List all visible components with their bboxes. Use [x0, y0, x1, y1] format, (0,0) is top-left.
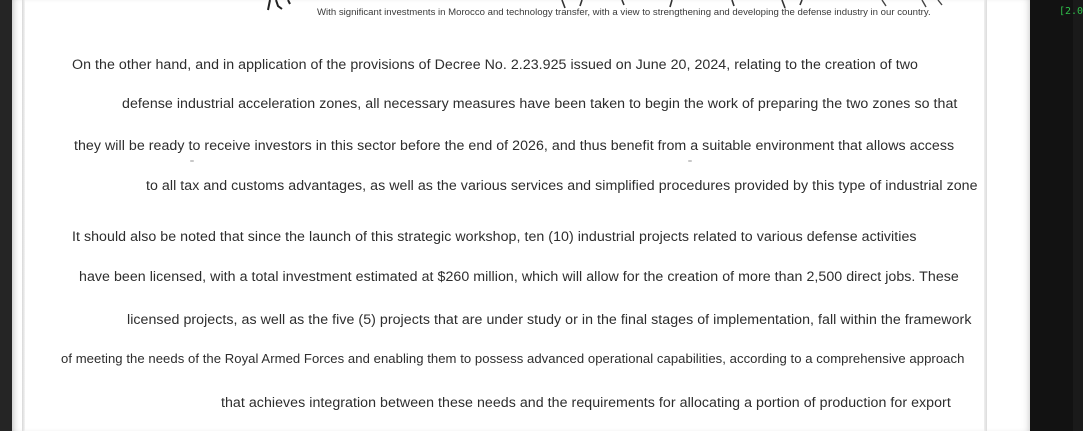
paragraph-2-line-3: licensed projects, as well as the five (5) projects that are under study or in the final stages of implementation, fall within the framework: [127, 312, 972, 328]
paragraph-2-line-1: It should also be noted that since the launch of this strategic workshop, ten (10) industrial projects related to various defense activities: [72, 229, 917, 245]
paragraph-2-line-2: have been licensed, with a total investment estimated at $260 million, which will allow for the creation of more than 2,500 direct jobs. These: [79, 269, 959, 285]
paragraph-1-line-1: On the other hand, and in application of the provisions of Decree No. 2.23.925 issued on June 20, 2024, relating to the creation of two: [72, 57, 918, 73]
image-caption: With significant investments in Morocco and technology transfer, with a view to strengthening and developing the defense industry in our country.: [317, 7, 931, 18]
paragraph-2-line-5: that achieves integration between these needs and the requirements for allocating a portion of production for export: [221, 395, 951, 411]
scan-edge-right: [984, 0, 987, 431]
scanned-page: [12, 0, 1030, 431]
paragraph-2-line-4: of meeting the needs of the Royal Armed Forces and enabling them to possess advanced operational capabilities, according to a comprehensive approach: [61, 351, 965, 366]
scan-speck: [688, 160, 692, 162]
scan-speck: [190, 160, 194, 162]
paragraph-1-line-3: they will be ready to receive investors in this sector before the end of 2026, and thus benefit from a suitable environment that allows access: [74, 138, 955, 154]
viewer-right-panel: [1030, 0, 1083, 431]
page-indicator: [2.0: [1059, 6, 1083, 17]
paragraph-1-line-2: defense industrial acceleration zones, all necessary measures have been taken to begin the work of preparing the two zones so that: [122, 96, 958, 112]
viewer-left-margin: [0, 0, 12, 431]
paragraph-1-line-4: to all tax and customs advantages, as well as the various services and simplified procedures provided by this type of industrial zone: [146, 178, 978, 194]
scan-edge-left: [22, 0, 25, 431]
